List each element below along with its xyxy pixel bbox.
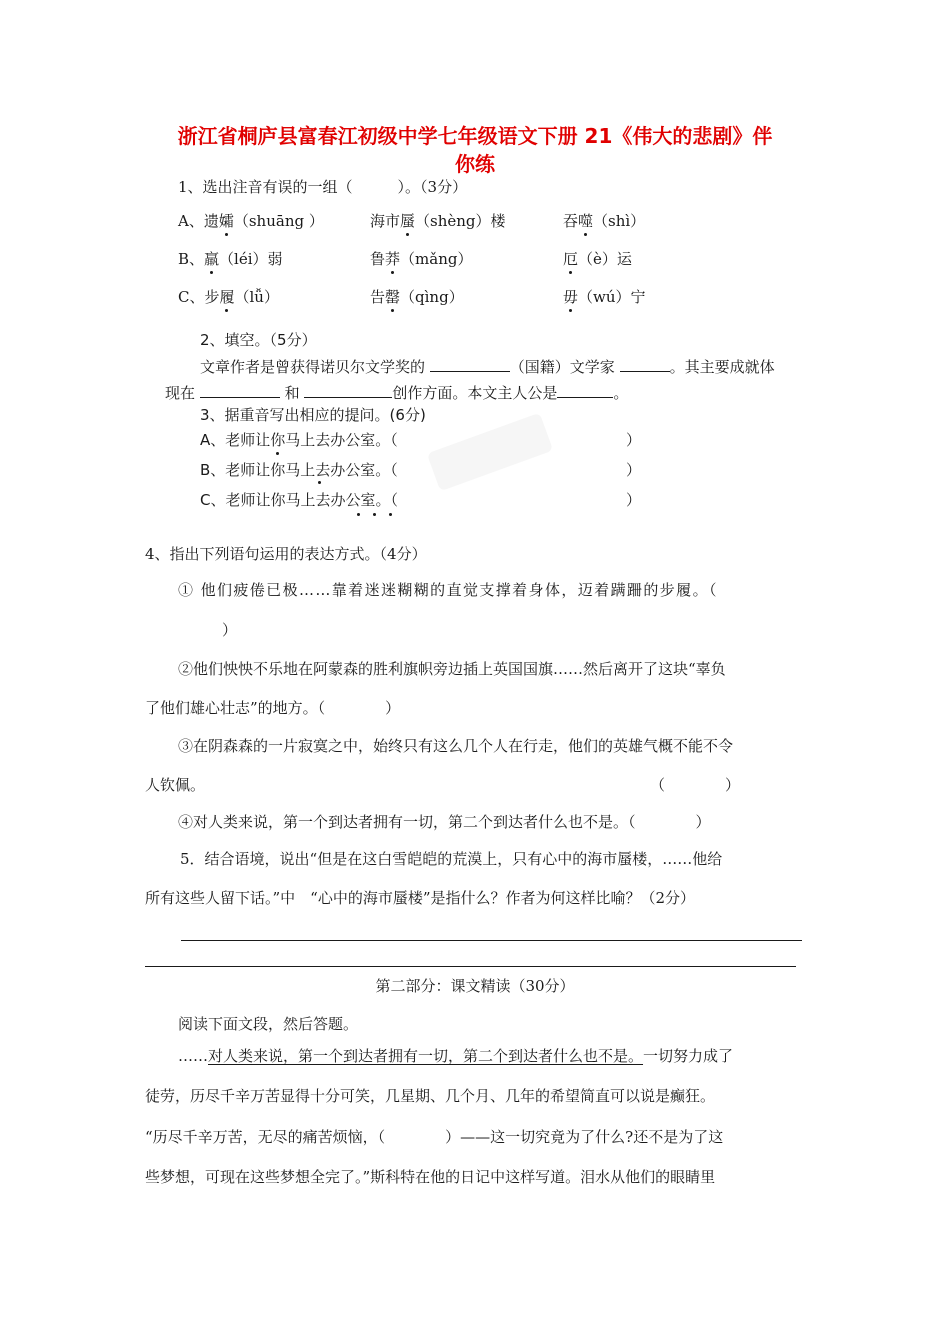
q4-sentence-4: ④对人类来说，第一个到达者拥有一切，第二个到达者什么也不是。（ ） (178, 813, 711, 831)
emphasis-char: 孀 (218, 212, 234, 230)
document-title (150, 122, 800, 178)
answer-line[interactable] (145, 966, 796, 967)
q1-option-a-word-3: 吞噬（shì） (563, 212, 646, 230)
q3-stem: 3、据重音写出相应的提问。(6分) (200, 406, 426, 424)
emphasis-char: 你 (270, 431, 286, 449)
fill-blank[interactable] (557, 381, 613, 398)
underlined-sentence: 对人类来说，第一个到达者拥有一切，第二个到达者什么也不是。 (208, 1047, 644, 1065)
q3-item-a: A、老师让你马上去办公室。（ (200, 431, 398, 449)
q2-line-1: 文章作者是曾获得诺贝尔文学奖的 （国籍）文学家 。其主要成就体 (200, 355, 775, 377)
q4-sentence-3-answer: （ ） (650, 776, 741, 794)
emphasis-char: 厄 (563, 250, 579, 268)
fill-blank[interactable] (430, 355, 510, 372)
emphasis-dot (373, 513, 376, 516)
passage-line-2: 徒劳，历尽千辛万苦显得十分可笑，几星期、几个月、几年的希望简直可以说是癫狂。 (145, 1087, 716, 1105)
emphasis-char: 毋 (563, 288, 579, 306)
q3-item-b: B、老师让你马上去办公室。（ (200, 461, 398, 479)
q1-option-b: B、羸（léi）弱 (178, 250, 283, 268)
fill-blank[interactable] (304, 381, 392, 398)
q4-sentence-1: ① 他们疲倦已极……靠着迷迷糊糊的直觉支撑着身体，迈着蹒跚的步履。（ (178, 581, 718, 599)
q4-sentence-1-close: ） (222, 621, 238, 639)
emphasis-char: 羸 (204, 250, 220, 268)
q1-option-a: A、遗孀（shuāng ） (178, 212, 324, 230)
q3-item-a-close: ） (626, 431, 642, 449)
part2-heading: 第二部分：课文精读（30分） (375, 977, 575, 995)
q4-sentence-2-cont: 了他们雄心壮志”的地方。（ ） (145, 699, 401, 717)
emphasis-char: 噬 (578, 212, 594, 230)
q1-option-c: C、步履（lǚ） (178, 288, 279, 306)
watermark (427, 413, 553, 492)
emphasis-char: 履 (219, 288, 235, 306)
q3-item-b-close: ） (626, 461, 642, 479)
q4-sentence-2: ②他们怏怏不乐地在阿蒙森的胜利旗帜旁边插上英国国旗……然后离开了这块“辜负 (178, 660, 726, 678)
passage-line-4: 些梦想，可现在这些梦想全完了。”斯科特在他的日记中这样写道。泪水从他们的眼睛里 (145, 1168, 716, 1186)
emphasis-char: 莽 (385, 250, 401, 268)
answer-line[interactable] (181, 940, 802, 941)
q4-stem: 4、指出下列语句运用的表达方式。（4分） (145, 545, 427, 563)
emphasis-char: 罄 (385, 288, 401, 306)
q2-line-2: 现在 和 创作方面。本文主人公是 。 (165, 381, 628, 403)
emphasis-dot (318, 481, 321, 484)
part2-instruction: 阅读下面文段，然后答题。 (178, 1015, 359, 1033)
passage-line-1: ……对人类来说，第一个到达者拥有一切，第二个到达者什么也不是。一切努力成了 (178, 1047, 734, 1065)
q1-option-c-word-2: 告罄（qìng） (370, 288, 464, 306)
title-line-1: 浙江省桐庐县富春江初级中学七年级语文下册 21《伟大的悲剧》伴 (177, 124, 773, 148)
fill-blank[interactable] (620, 355, 670, 372)
q3-item-c: C、老师让你马上去办公室。（ (200, 491, 398, 509)
q5-line-1: 5．结合语境，说出“但是在这白雪皑皑的荒漠上，只有心中的海市蜃楼，……他给 (180, 850, 723, 868)
q3-item-c-close: ） (626, 491, 642, 509)
q1-option-b-word-2: 鲁莽（mǎng） (370, 250, 473, 268)
q5-line-2: 所有这些人留下话。”中 “心中的海市蜃楼”是指什么？作者为何这样比喻？（2分） (145, 889, 696, 907)
q1-option-c-word-3: 毋（wú）宁 (563, 288, 646, 306)
q1-option-b-word-3: 厄（è）运 (563, 250, 632, 268)
q2-stem: 2、填空。（5分） (200, 331, 317, 349)
q4-sentence-3-cont: 人钦佩。 (145, 776, 206, 794)
q4-sentence-3: ③在阴森森的一片寂寞之中，始终只有这么几个人在行走，他们的英雄气概不能不令 (178, 737, 734, 755)
q1-option-a-word-2: 海市蜃（shèng）楼 (370, 212, 506, 230)
title-line-2: 你练 (455, 152, 495, 176)
passage-line-3: “历尽千辛万苦，无尽的痛苦烦恼，（ ）——这一切究竟为了什么?还不是为了这 (145, 1128, 724, 1146)
emphasis-dot (389, 513, 392, 516)
fill-blank[interactable] (200, 381, 280, 398)
q1-stem: 1、选出注音有误的一组（ ）。（3分） (178, 178, 468, 196)
emphasis-char: 蜃 (400, 212, 416, 230)
emphasis-dot (357, 513, 360, 516)
